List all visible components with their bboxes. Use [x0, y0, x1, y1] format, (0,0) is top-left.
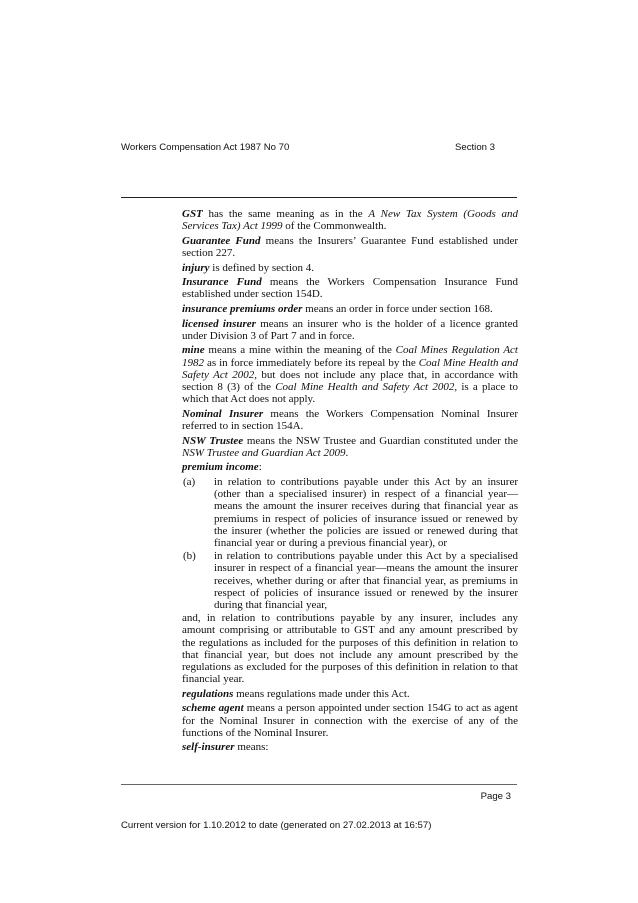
paragraph-text: in relation to contributions payable under this Act by a specialised insurer in respect of a financial year—means the amount the insurer receives, whether during or after that financial year, as premiums in respect of policies of insurance issued or renewed by the insurer during that financial year, — [214, 550, 518, 611]
definition-text: , but does not include any place that, in accordance with section 8 (3) of the — [182, 368, 518, 393]
act-reference: Coal Mine Health and Safety Act 2002 — [275, 380, 455, 393]
definition-term: regulations — [182, 687, 234, 700]
definition-text: as in force immediately before its repeal by the — [204, 356, 419, 369]
definition-text: means a person appointed under section 154G to act as agent for the Nominal Insurer in connection with the exercise of any of the functions of the Nominal Insurer. — [182, 702, 518, 739]
act-reference: A New Tax System (Goods and Services Tax) Act 1999 — [182, 208, 519, 233]
definition-text: means regulations made under this Act. — [233, 687, 410, 700]
definition-text: means the Workers Compensation Nominal Insurer referred to in section 154A. — [182, 407, 518, 432]
paragraph-b — [182, 550, 518, 611]
definition-nsw-trustee — [182, 435, 518, 459]
definition-text: . — [345, 446, 349, 459]
page-number: Page 3 — [480, 791, 511, 802]
definition-text: , is a place to which that Act does not apply. — [182, 380, 518, 406]
definition-term: Guarantee Fund — [182, 234, 261, 247]
definition-guarantee-fund — [182, 235, 518, 259]
definition-injury — [182, 262, 518, 274]
definition-text: means an insurer who is the holder of a licence granted under Division 3 of Part 7 and in force. — [182, 317, 518, 342]
definition-insurance-fund — [182, 276, 518, 300]
definition-term: Insurance Fund — [182, 276, 262, 289]
definition-nominal-insurer — [182, 408, 518, 432]
definition-text: means a mine within the meaning of the — [204, 344, 396, 357]
act-reference: NSW Trustee and Guardian Act 2009 — [182, 446, 346, 459]
definition-term: injury — [182, 261, 210, 274]
paragraph-text: in relation to contributions payable under this Act by an insurer (other than a specialised insurer) in respect of a financial year—means the amount the insurer receives during that financial year as premiums in respect of policies of insurance issued or renewed by the insurer (whether the policies are issued or renewed during that financial year or during a previous financial year), or — [214, 475, 518, 549]
paragraph-label: (a) — [183, 475, 196, 488]
definition-self-insurer — [182, 741, 518, 753]
definitions-list — [182, 208, 518, 756]
definition-term: scheme agent — [182, 702, 244, 715]
act-reference: Coal Mine Health and Safety Act 2002 — [182, 356, 518, 381]
definition-text: is defined by section 4. — [209, 261, 314, 274]
paragraph-label: (b) — [183, 550, 196, 563]
definition-text: means the Insurers’ Guarantee Fund established under section 227. — [182, 234, 518, 259]
definition-text: has the same meaning as in the — [202, 208, 369, 220]
definition-gst — [182, 208, 518, 232]
definition-text: of the Commonwealth. — [282, 220, 387, 233]
definition-term: premium income — [182, 461, 259, 474]
definition-term: Nominal Insurer — [182, 407, 264, 420]
definition-term: insurance premiums order — [182, 302, 303, 315]
definition-text: means: — [234, 741, 269, 754]
definition-term: NSW Trustee — [182, 434, 244, 447]
paragraph-a — [182, 476, 518, 549]
act-reference: Coal Mines Regulation Act 1982 — [182, 344, 518, 369]
definition-text: means the NSW Trustee and Guardian constituted under the — [243, 434, 518, 447]
definition-term: mine — [182, 344, 205, 357]
footer-rule — [121, 784, 517, 785]
version-note: Current version for 1.10.2012 to date (generated on 27.02.2013 at 16:57) — [121, 820, 432, 831]
definition-premium-income — [182, 461, 518, 473]
definition-insurance-premiums-order — [182, 303, 518, 315]
act-title: Workers Compensation Act 1987 No 70 — [121, 142, 290, 153]
definition-term: licensed insurer — [182, 317, 256, 330]
definition-term: GST — [182, 208, 203, 220]
definition-text: means the Workers Compensation Insurance Fund established under section 154D. — [182, 276, 518, 301]
definition-regulations — [182, 688, 518, 700]
definition-scheme-agent — [182, 702, 518, 739]
definition-mine — [182, 344, 518, 405]
definition-text: means an order in force under section 168. — [302, 302, 493, 315]
definition-term: self-insurer — [182, 741, 235, 754]
page-header — [121, 142, 515, 153]
header-rule — [121, 197, 517, 198]
premium-income-tail: and, in relation to contributions payable by any insurer, includes any amount comprising or attributable to GST and any amount prescribed by the regulations as included for the purposes of this definition in relation to that financial year, but does not include any amount prescribed by the regulations as excluded for the purposes of this definition in relation to that financial year. — [182, 612, 518, 686]
definition-text: : — [258, 461, 262, 474]
section-label: Section 3 — [454, 142, 495, 153]
definition-licensed-insurer — [182, 318, 518, 342]
